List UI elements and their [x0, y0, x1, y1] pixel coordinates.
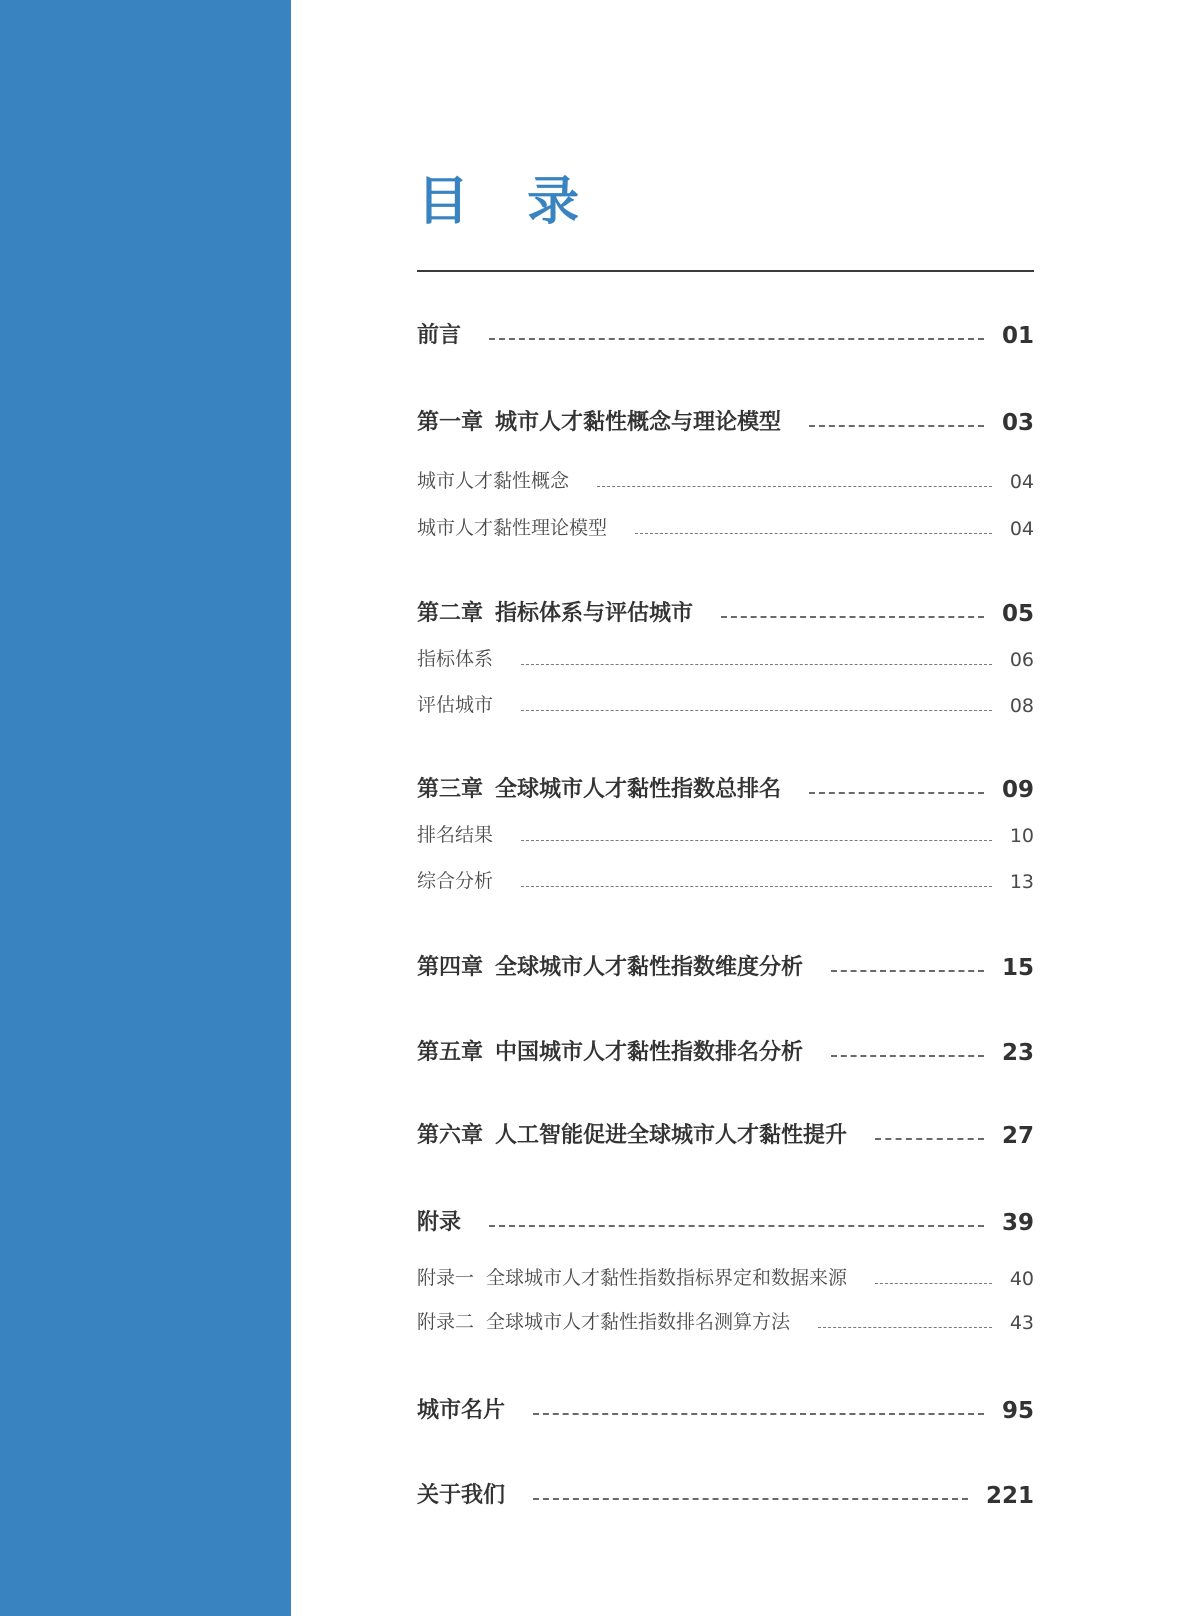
toc-subentry[interactable] — [417, 1263, 1034, 1290]
toc-subentry-page: 13 — [1009, 871, 1034, 893]
toc-entry[interactable] — [417, 596, 1034, 627]
toc-subentry-label: 全球城市人才黏性指数指标界定和数据来源 — [486, 1267, 848, 1289]
toc-subentry[interactable] — [417, 820, 1034, 847]
chapter-number: 第二章 — [417, 601, 484, 626]
dot-leader — [809, 792, 984, 794]
dot-leader — [721, 616, 984, 618]
toc-entry[interactable] — [417, 1205, 1034, 1236]
dot-leader — [533, 1413, 984, 1415]
toc-entry-label: 城市名片 — [417, 1398, 506, 1423]
toc-entry[interactable] — [417, 950, 1034, 981]
dot-leader — [533, 1498, 968, 1500]
toc-entry-label: 关于我们 — [417, 1483, 506, 1508]
toc-subentry-label: 城市人才黏性理论模型 — [417, 517, 608, 539]
page-title: 目 录 — [417, 172, 600, 232]
chapter-number: 第六章 — [417, 1123, 484, 1148]
appendix-number: 附录二 — [417, 1311, 475, 1333]
toc-entry-page: 27 — [1001, 1123, 1034, 1149]
toc-entry[interactable] — [417, 1118, 1034, 1149]
toc-entry-label: 指标体系与评估城市 — [495, 601, 694, 626]
toc-entry[interactable] — [417, 405, 1034, 436]
toc-entry-page: 221 — [985, 1483, 1034, 1509]
toc-entry-page: 15 — [1001, 955, 1034, 981]
toc-subentry-label: 排名结果 — [417, 824, 494, 846]
toc-entry-label: 人工智能促进全球城市人才黏性提升 — [495, 1123, 848, 1148]
toc-entry-page: 95 — [1001, 1398, 1034, 1424]
appendix-number: 附录一 — [417, 1267, 475, 1289]
toc-subentry-label: 综合分析 — [417, 870, 494, 892]
dot-leader — [809, 425, 984, 427]
dot-leader — [521, 664, 992, 665]
toc-subentry-page: 04 — [1009, 518, 1034, 540]
toc-entry[interactable] — [417, 772, 1034, 803]
toc-entry[interactable] — [417, 1478, 1034, 1509]
toc-entry-page: 03 — [1001, 410, 1034, 436]
toc-subentry-label: 评估城市 — [417, 694, 494, 716]
toc-entry-page: 05 — [1001, 601, 1034, 627]
toc-subentry-page: 04 — [1009, 471, 1034, 493]
chapter-number: 第一章 — [417, 410, 484, 435]
toc-entry-label: 城市人才黏性概念与理论模型 — [495, 410, 782, 435]
toc-entry-label: 中国城市人才黏性指数排名分析 — [495, 1040, 804, 1065]
dot-leader — [831, 970, 984, 972]
toc-entry-label: 全球城市人才黏性指数总排名 — [495, 777, 782, 802]
toc-subentry-page: 06 — [1009, 649, 1034, 671]
toc-subentry-page: 43 — [1009, 1312, 1034, 1334]
toc-entry-label: 前言 — [417, 323, 462, 348]
toc-entry-label: 全球城市人才黏性指数维度分析 — [495, 955, 804, 980]
dot-leader — [635, 533, 992, 534]
toc-subentry-page: 10 — [1009, 825, 1034, 847]
dot-leader — [521, 886, 992, 887]
toc-subentry[interactable] — [417, 1307, 1034, 1334]
dot-leader — [818, 1327, 992, 1328]
toc-subentry[interactable] — [417, 690, 1034, 717]
dot-leader — [489, 1225, 984, 1227]
toc-subentry-label: 指标体系 — [417, 648, 494, 670]
toc-subentry[interactable] — [417, 644, 1034, 671]
toc-subentry-label: 全球城市人才黏性指数排名测算方法 — [486, 1311, 791, 1333]
chapter-number: 第四章 — [417, 955, 484, 980]
toc-entry-page: 39 — [1001, 1210, 1034, 1236]
toc-entry-page: 23 — [1001, 1040, 1034, 1066]
toc-entry[interactable] — [417, 1035, 1034, 1066]
toc-subentry[interactable] — [417, 513, 1034, 540]
toc-subentry[interactable] — [417, 866, 1034, 893]
toc-subentry-page: 08 — [1009, 695, 1034, 717]
chapter-number: 第三章 — [417, 777, 484, 802]
toc-entry[interactable] — [417, 318, 1034, 349]
toc-entry-page: 01 — [1001, 323, 1034, 349]
toc-entry-page: 09 — [1001, 777, 1034, 803]
toc-subentry-page: 40 — [1009, 1268, 1034, 1290]
toc-entry-label: 附录 — [417, 1210, 462, 1235]
toc-subentry[interactable] — [417, 466, 1034, 493]
dot-leader — [489, 338, 984, 340]
toc-subentry-label: 城市人才黏性概念 — [417, 470, 570, 492]
dot-leader — [875, 1138, 984, 1140]
dot-leader — [875, 1283, 992, 1284]
toc-entry[interactable] — [417, 1393, 1034, 1424]
chapter-number: 第五章 — [417, 1040, 484, 1065]
dot-leader — [521, 840, 992, 841]
dot-leader — [831, 1055, 984, 1057]
dot-leader — [597, 486, 992, 487]
dot-leader — [521, 710, 992, 711]
